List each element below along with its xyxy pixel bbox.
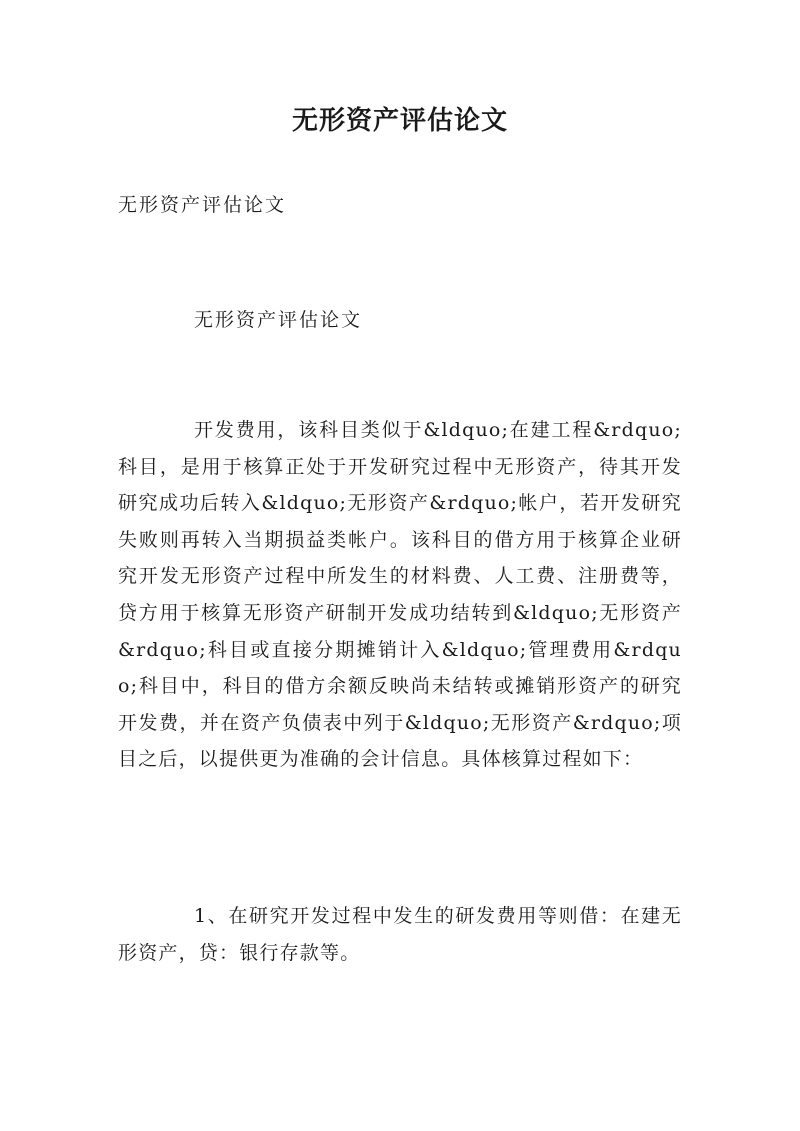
section-heading: 无形资产评估论文 xyxy=(194,309,363,331)
body-paragraph: 1、在研究开发过程中发生的研发费用等则借：在建无形资产，贷：银行存款等。 xyxy=(118,905,682,964)
body-paragraph: 开发费用，该科目类似于&ldquo;在建工程&rdquo;科目，是用于核算正处于开发研究过程中无形资产，待其开发研究成功后转入&ldquo;无形资产&rdquo;帐户，若开发研究失败则再转入当期损益类帐户。该科目的借方用于核算企业研究开发无形资产过程中所发生的材料费、人工费、注册费等，贷方用于核算无形资产研制开发成功结转到&ldquo;无形资产&rdquo;科目或直接分期摊销计入&ldquo;管理费用&rdquo;科目中，科目的借方余额反映尚未结转或摊销形资产的研究开发费，并在资产负债表中列于&ldquo;无形资产&rdquo;项目之后，以提供更为准确的会计信息。具体核算过程如下： xyxy=(118,419,682,771)
document-subtitle: 无形资产评估论文 xyxy=(118,194,287,216)
document-title: 无形资产评估论文 xyxy=(291,106,508,136)
